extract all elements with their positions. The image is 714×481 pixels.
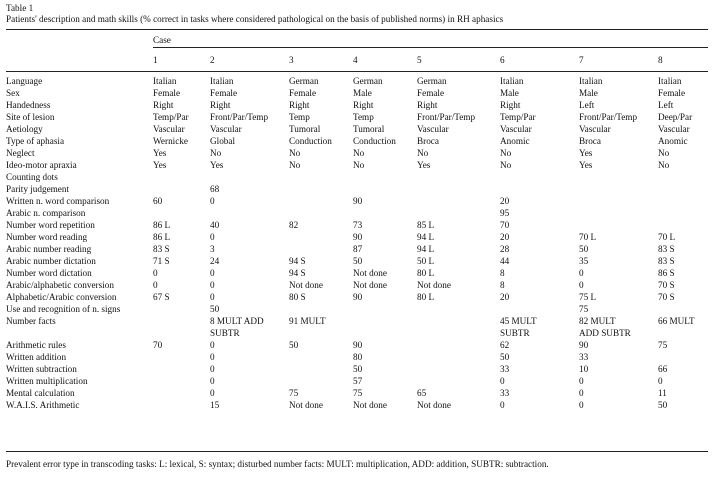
table-cell: 80	[353, 352, 363, 362]
table-cell: 75	[658, 340, 668, 350]
table-row	[0, 160, 714, 172]
table-cell: German	[353, 76, 383, 86]
table-cell: 50	[579, 244, 589, 254]
table-cell: Vascular	[500, 124, 532, 134]
table-cell: 33	[579, 352, 589, 362]
table-cell: Tumoral	[353, 124, 385, 134]
table-cell: No	[500, 148, 512, 158]
table-cell: Left	[579, 100, 595, 110]
table-row	[0, 184, 714, 196]
table-cell: 44	[500, 256, 510, 266]
case-number: 8	[658, 55, 663, 65]
table-cell: Female	[658, 88, 686, 98]
table-cell: 86 L	[153, 220, 171, 230]
table-cell: ADD SUBTR	[579, 328, 631, 338]
table-row	[0, 304, 714, 316]
table-cell: 70 S	[658, 292, 675, 302]
table-cell: 90	[353, 292, 363, 302]
table-cell: Broca	[579, 136, 601, 146]
table-cell: 83 S	[153, 244, 170, 254]
table-cell: 8 MULT ADD	[210, 316, 264, 326]
row-label: Written addition	[6, 352, 67, 362]
table-cell: Temp/Par	[500, 112, 536, 122]
table-cell: 90	[579, 340, 589, 350]
table-cell: 75	[353, 388, 363, 398]
table-cell: Broca	[417, 136, 439, 146]
row-label: Written subtraction	[6, 364, 77, 374]
table-cell: Left	[658, 100, 674, 110]
table-cell: No	[289, 148, 301, 158]
table-cell: 80 L	[417, 268, 435, 278]
table-cell: 75	[289, 388, 299, 398]
table-cell: Temp	[289, 112, 310, 122]
table-cell: 62	[500, 340, 510, 350]
table-cell: 86 L	[153, 232, 171, 242]
table-cell: Global	[210, 136, 236, 146]
table-cell: Vascular	[579, 124, 611, 134]
table-cell: 0	[210, 364, 215, 374]
table-cell: 0	[210, 232, 215, 242]
table-cell: 0	[210, 292, 215, 302]
table-row	[0, 388, 714, 400]
case-number: 1	[153, 55, 158, 65]
table-cell: Italian	[210, 76, 234, 86]
table-cell: 83 S	[658, 256, 675, 266]
table-row	[0, 136, 714, 148]
table-cell: No	[210, 148, 222, 158]
row-label: Arithmetic rules	[6, 340, 66, 350]
row-label: Arabic number reading	[6, 244, 92, 254]
table-cell: 60	[153, 196, 163, 206]
table-cell: 20	[500, 196, 510, 206]
row-label: Language	[6, 76, 43, 86]
table-row	[0, 268, 714, 280]
table-cell: 73	[353, 220, 363, 230]
table-cell: 0	[658, 376, 663, 386]
case-number: 7	[579, 55, 584, 65]
table-cell: Italian	[658, 76, 682, 86]
table-cell: Conduction	[353, 136, 396, 146]
table-cell: 50	[500, 352, 510, 362]
row-label: Number facts	[6, 316, 56, 326]
table-cell: 33	[500, 364, 510, 374]
table-cell: 0	[579, 268, 584, 278]
table-cell: 0	[210, 376, 215, 386]
table-cell: 75 L	[579, 292, 597, 302]
table-cell: Vascular	[210, 124, 242, 134]
table-cell: Yes	[210, 160, 224, 170]
row-label: Mental calculation	[6, 388, 75, 398]
table-cell: No	[289, 160, 301, 170]
table-cell: No	[658, 160, 670, 170]
table-cell: 75	[579, 304, 589, 314]
table-cell: Vascular	[153, 124, 185, 134]
table-cell: No	[500, 160, 512, 170]
table-cell: Yes	[579, 160, 593, 170]
table-cell: 0	[210, 340, 215, 350]
table-cell: 70	[153, 340, 163, 350]
table-cell: Front/Par/Temp	[417, 112, 476, 122]
bottom-rule	[6, 451, 708, 452]
row-label: Aetiology	[6, 124, 43, 134]
table-row	[0, 148, 714, 160]
table-cell: Right	[500, 100, 521, 110]
table-cell: Temp/Par	[153, 112, 189, 122]
table-cell: SUBTR	[500, 328, 530, 338]
table-cell: No	[658, 148, 670, 158]
table-row	[0, 232, 714, 244]
table-cell: Right	[289, 100, 310, 110]
table-cell: 50 L	[417, 256, 435, 266]
table-cell: 0	[579, 388, 584, 398]
table-cell: Front/Par/Temp	[210, 112, 269, 122]
table-cell: 0	[579, 376, 584, 386]
table-cell: 70 L	[658, 232, 676, 242]
table-cell: 28	[500, 244, 510, 254]
table-cell: 95	[500, 208, 510, 218]
table-cell: SUBTR	[210, 328, 240, 338]
table-cell: German	[289, 76, 319, 86]
table-cell: 82 MULT	[579, 316, 616, 326]
table-cell: 24	[210, 256, 220, 266]
table-cell: Not done	[289, 280, 323, 290]
table-cell: Not done	[417, 280, 451, 290]
table-cell: Male	[353, 88, 372, 98]
table-row	[0, 208, 714, 220]
table-row	[0, 100, 714, 112]
table-cell: 20	[500, 292, 510, 302]
table-row	[0, 196, 714, 208]
table-cell: Female	[153, 88, 181, 98]
table-cell: 82	[289, 220, 299, 230]
table-cell: Front/Par/Temp	[579, 112, 638, 122]
table-cell: 0	[210, 388, 215, 398]
table-cell: Italian	[579, 76, 603, 86]
table-cell: No	[353, 148, 365, 158]
table-cell: 94 S	[289, 256, 306, 266]
table-row	[0, 220, 714, 232]
table-cell: Male	[500, 88, 519, 98]
table-cell: 80 L	[417, 292, 435, 302]
table-cell: 0	[153, 268, 158, 278]
header-bottom-rule	[6, 71, 708, 72]
table-cell: 0	[210, 280, 215, 290]
table-cell: No	[353, 160, 365, 170]
table-cell: Anomic	[500, 136, 530, 146]
row-label: Use and recognition of n. signs	[6, 304, 121, 314]
table-cell: 50	[353, 364, 363, 374]
table-cell: 50	[353, 256, 363, 266]
table-cell: 67 S	[153, 292, 170, 302]
table-cell: 85 L	[417, 220, 435, 230]
table-cell: 0	[579, 400, 584, 410]
table-cell: Anomic	[658, 136, 688, 146]
top-rule	[6, 29, 708, 30]
table-row	[0, 352, 714, 364]
table-cell: 66 MULT	[658, 316, 695, 326]
table-row	[0, 400, 714, 412]
table-cell: 94 S	[289, 268, 306, 278]
table-cell: Male	[579, 88, 598, 98]
table-row	[0, 376, 714, 388]
table-cell: Italian	[500, 76, 524, 86]
row-label: Number word dictation	[6, 268, 92, 278]
row-label: Counting dots	[6, 172, 58, 182]
row-label: Arabic n. comparison	[6, 208, 86, 218]
table-cell: 0	[500, 376, 505, 386]
table-row	[0, 328, 714, 340]
row-label: Number word repetition	[6, 220, 95, 230]
table-row	[0, 76, 714, 88]
table-row	[0, 280, 714, 292]
table-cell: 90	[353, 196, 363, 206]
row-label: Written multiplication	[6, 376, 88, 386]
table-cell: 0	[210, 196, 215, 206]
table-cell: 35	[579, 256, 589, 266]
table-row	[0, 340, 714, 352]
table-cell: 40	[210, 220, 220, 230]
table-cell: 50	[658, 400, 668, 410]
case-number: 2	[210, 55, 215, 65]
table-cell: 15	[210, 400, 220, 410]
table-cell: 8	[500, 280, 505, 290]
table-row	[0, 292, 714, 304]
table-cell: German	[417, 76, 447, 86]
row-label: Written n. word comparison	[6, 196, 110, 206]
table-cell: 45 MULT	[500, 316, 537, 326]
table-cell: Yes	[417, 160, 431, 170]
table-cell: Temp	[353, 112, 374, 122]
case-number: 6	[500, 55, 505, 65]
table-cell: 86 S	[658, 268, 675, 278]
table-cell: Italian	[153, 76, 177, 86]
table-cell: 71 S	[153, 256, 170, 266]
table-cell: 70 S	[658, 280, 675, 290]
table-cell: Not done	[353, 280, 387, 290]
table-cell: 10	[579, 364, 589, 374]
table-cell: Right	[153, 100, 174, 110]
case-numbers-row	[0, 55, 714, 67]
table-cell: 0	[210, 268, 215, 278]
table-cell: 11	[658, 388, 667, 398]
table-cell: 70 L	[579, 232, 597, 242]
row-label: Site of lesion	[6, 112, 55, 122]
table-row	[0, 124, 714, 136]
row-label: Arabic/alphabetic conversion	[6, 280, 114, 290]
table-cell: 90	[353, 232, 363, 242]
case-number: 3	[289, 55, 294, 65]
row-label: Alphabetic/Arabic conversion	[6, 292, 117, 302]
table-cell: 20	[500, 232, 510, 242]
table-cell: 65	[417, 388, 427, 398]
table-cell: 70	[500, 220, 510, 230]
row-label: W.A.I.S. Arithmetic	[6, 400, 80, 410]
case-label: Case	[153, 35, 171, 45]
table-cell: 0	[579, 280, 584, 290]
table-cell: 8	[500, 268, 505, 278]
table-row	[0, 256, 714, 268]
table-cell: 80 S	[289, 292, 306, 302]
table-row	[0, 364, 714, 376]
table-cell: 0	[210, 352, 215, 362]
table-cell: 90	[353, 340, 363, 350]
table-cell: No	[417, 148, 429, 158]
table-cell: Right	[210, 100, 231, 110]
table-cell: Not done	[353, 268, 387, 278]
table-row	[0, 112, 714, 124]
row-label: Ideo-motor apraxia	[6, 160, 77, 170]
table-cell: 94 L	[417, 232, 435, 242]
table-cell: 0	[500, 400, 505, 410]
row-label: Type of aphasia	[6, 136, 65, 146]
table-cell: 3	[210, 244, 215, 254]
table-cell: 50	[289, 340, 299, 350]
table-cell: Yes	[153, 160, 167, 170]
table-title: Patients' description and math skills (% correct in tasks where considered pathological on the basis of published norms) in RH aphasics	[6, 14, 504, 24]
table-cell: Vascular	[417, 124, 449, 134]
table-cell: Yes	[579, 148, 593, 158]
row-label: Number word reading	[6, 232, 88, 242]
table-cell: Vascular	[658, 124, 690, 134]
row-label: Sex	[6, 88, 20, 98]
table-cell: 87	[353, 244, 363, 254]
table-cell: Tumoral	[289, 124, 321, 134]
row-label: Neglect	[6, 148, 35, 158]
row-label: Arabic number dictation	[6, 256, 96, 266]
table-cell: Wernicke	[153, 136, 188, 146]
table-cell: Not done	[289, 400, 323, 410]
table-cell: 68	[210, 184, 220, 194]
table-cell: Deep/Par	[658, 112, 693, 122]
table-cell: Female	[417, 88, 445, 98]
case-number: 4	[353, 55, 358, 65]
table-row	[0, 88, 714, 100]
table-cell: 50	[210, 304, 220, 314]
row-label: Handedness	[6, 100, 51, 110]
table-cell: Right	[417, 100, 438, 110]
table-cell: Not done	[417, 400, 451, 410]
table-cell: 0	[153, 280, 158, 290]
table-row	[0, 172, 714, 184]
table-cell: 94 L	[417, 244, 435, 254]
table-cell: 91 MULT	[289, 316, 326, 326]
table-cell: 57	[353, 376, 363, 386]
table-cell: 66	[658, 364, 668, 374]
case-number: 5	[417, 55, 422, 65]
table-row	[0, 244, 714, 256]
table-cell: Female	[289, 88, 317, 98]
table-cell: Yes	[153, 148, 167, 158]
table-cell: Right	[353, 100, 374, 110]
case-header-rule	[153, 47, 708, 48]
table-cell: Female	[210, 88, 238, 98]
row-label: Parity judgement	[6, 184, 70, 194]
table-row	[0, 316, 714, 328]
table-footnote: Prevalent error type in transcoding tasks: L: lexical, S: syntax; disturbed number facts: MULT: multiplication, ADD: addition, SUBTR: subtraction.	[6, 459, 549, 469]
table-cell: 33	[500, 388, 510, 398]
table-cell: Not done	[353, 400, 387, 410]
table-cell: Conduction	[289, 136, 332, 146]
table-caption: Table 1	[6, 3, 34, 13]
table-cell: 83 S	[658, 244, 675, 254]
